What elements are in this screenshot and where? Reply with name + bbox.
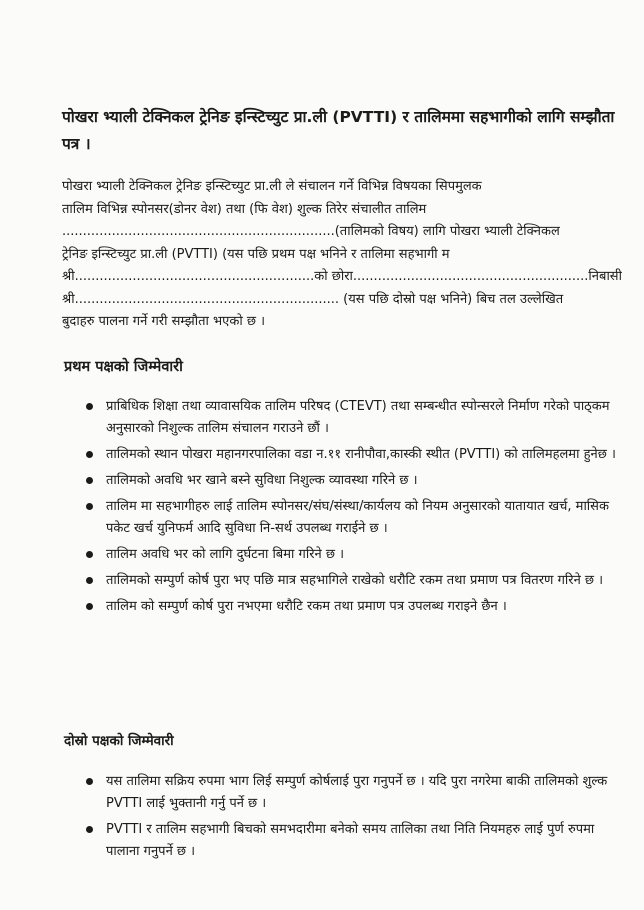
section2-heading: दोस्रो पक्षको जिम्मेवारी: [64, 733, 174, 749]
document-title: पोखरा भ्याली टेक्निकल ट्रेनिङ इन्स्टिच्युट प्रा.ली (PVTTI) र तालिममा सहभागीको लागि सम्झौता पत्र ।: [62, 108, 615, 153]
list-item-text: प्राबिधिक शिक्षा तथा व्यावासयिक तालिम परिषद (CTEVT) तथा सम्बन्धीत स्पोन्सरले निर्माण गरेको पाठ्कम अनुसारको निशुल्क तालिम संचालन गराउने छौं ।: [106, 399, 610, 436]
bullet-icon: [86, 403, 93, 410]
bullet-icon: [86, 503, 93, 510]
intro-line: बुदाहरु पालना गर्ने गरी सम्झौता भएको छ ।: [62, 314, 266, 329]
section1-list: [84, 396, 624, 622]
list-item-text: तालिम अवधि भर को लागि दुर्घटना बिमा गरिने छ ।: [106, 547, 345, 562]
bullet-icon: [86, 778, 93, 785]
bullet-icon: [86, 826, 93, 833]
list-item: [84, 444, 624, 466]
bullet-icon: [86, 577, 93, 584]
intro-line: तालिम विभिन्न स्पोनसर(डोनर वेश) तथा (फि वेश) शुल्क तिरेर संचालीत तालिम: [62, 201, 427, 217]
bullet-icon: [86, 603, 93, 610]
section1-heading: प्रथम पक्षको जिम्मेवारी: [64, 359, 183, 375]
list-item: [84, 570, 624, 592]
intro-line: श्री................................................................ (यस पछि दोस्रो पक्ष भनिने) बिच तल उल्लेखित: [62, 291, 564, 307]
list-item: [84, 470, 624, 492]
list-item-text: PVTTI र तालिम सहभागी बिचको समभदारीमा बनेको समय तालिका तथा निति नियमहरु लाई पुर्ण रुपमा पालाना गनुपर्ने छ ।: [106, 822, 595, 859]
intro-line: ..................................................................(तालिमको विषय) लागि पोखरा भ्याली टेक्निकल: [62, 224, 560, 239]
bullet-icon: [86, 477, 93, 484]
list-item-text: तालिमको अवधि भर खाने बस्ने सुविधा निशुल्क व्यावस्था गरिने छ ।: [106, 473, 418, 488]
list-item-text: यस तालिमा सक्रिय रुपमा भाग लिई सम्पुर्ण कोर्षलाई पुरा गनुपर्ने छ । यदि पुरा नगरेमा बाकी तालिमको शुल्क PVTTI लाई भुक्तानी गर्नु पर्ने छ ।: [106, 774, 608, 811]
list-item-text: तालिमको स्थान पोखरा महानगरपालिका वडा न.११ रानीपौवा,कास्की स्थीत (PVTTI) को तालिमहलमा हुनेछ ।: [106, 447, 616, 462]
list-item: [84, 544, 624, 566]
intro-line: श्री..........................................................को छोरा.........................................................निबासी: [62, 269, 622, 284]
list-item: [84, 596, 624, 618]
bullet-icon: [86, 451, 93, 458]
list-item: [84, 819, 624, 863]
bullet-icon: [86, 551, 93, 558]
list-item-text: तालिमको सम्पुर्ण कोर्ष पुरा भए पछि मात्र सहभागिले राखेको धरौटि रकम तथा प्रमाण पत्र वितरण गरिने छ ।: [106, 573, 604, 588]
intro-line: पोखरा भ्याली टेक्निकल ट्रेनिङ इन्स्टिच्युट प्रा.ली ले संचालन गर्ने विभिन्न विषयका सिपमुलक: [62, 179, 482, 194]
list-item: [84, 396, 624, 440]
list-item: [84, 771, 624, 815]
section2-list: [84, 771, 624, 867]
intro-line: ट्रेनिङ इन्स्टिच्युट प्रा.ली (PVTTI) (यस पछि प्रथम पक्ष भनिने र तालिमा सहभागी म: [62, 246, 450, 262]
list-item: [84, 496, 624, 540]
list-item-text: तालिम को सम्पुर्ण कोर्ष पुरा नभएमा धरौटि रकम तथा प्रमाण पत्र उपलब्ध गराइने छैन ।: [106, 599, 507, 614]
intro-paragraph: [62, 176, 622, 334]
list-item-text: तालिम मा सहभागीहरु लाई तालिम स्पोनसर/संघ/संस्था/कार्यलय को नियम अनुसारको यातायात खर्च, मासिक पकेट खर्च युनिफर्म आदि सुविधा नि-सर्थ उपलब्ध गराईने छ ।: [106, 499, 609, 536]
